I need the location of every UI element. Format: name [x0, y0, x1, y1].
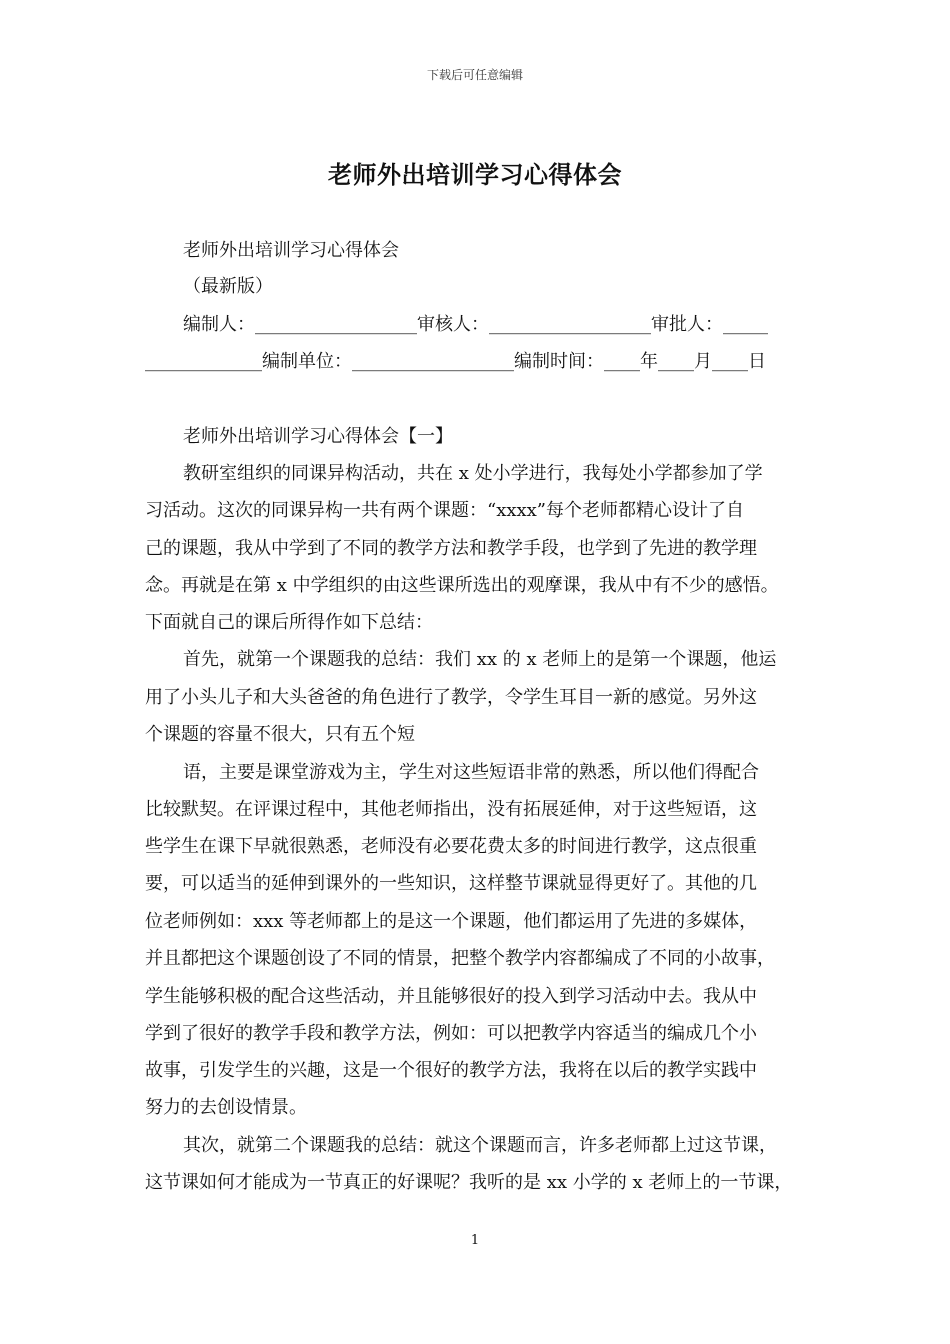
body-line: 位老师例如：xxx 等老师都上的是这一个课题，他们都运用了先进的多媒体， — [145, 911, 758, 932]
page-number: 1 — [470, 1233, 480, 1248]
body-line: 教研室组织的同课异构活动，共在 x 处小学进行，我每处小学都参加了学 — [183, 463, 763, 484]
body-line: 语，主要是课堂游戏为主，学生对这些短语非常的熟悉，所以他们得配合 — [183, 762, 759, 783]
cover-version: （最新版） — [183, 276, 273, 297]
cover-doc-name: 老师外出培训学习心得体会 — [183, 240, 399, 261]
body-line: 下面就自己的课后所得作如下总结： — [145, 612, 433, 633]
cover-sign-line-1: 编制人：__________________审核人：__________________审批人：_____ — [183, 314, 768, 335]
body-line: 用了小头儿子和大头爸爸的角色进行了教学，令学生耳目一新的感觉。另外这 — [145, 687, 757, 708]
header-note: 下载后可任意编辑 — [426, 68, 523, 82]
cover-sign-line-2: _____________编制单位：__________________编制时间：____年____月____日 — [145, 351, 766, 372]
body-line: 学生能够积极的配合这些活动，并且能够很好的投入到学习活动中去。我从中 — [145, 986, 757, 1007]
document-title: 老师外出培训学习心得体会 — [328, 160, 622, 189]
body-line: 比较默契。在评课过程中，其他老师指出，没有拓展延伸，对于这些短语，这 — [145, 799, 757, 820]
body-line: 首先，就第一个课题我的总结：我们 xx 的 x 老师上的是第一个课题，他运 — [183, 649, 777, 670]
body-line: 故事，引发学生的兴趣，这是一个很好的教学方法，我将在以后的教学实践中 — [145, 1060, 757, 1081]
body-line: 其次，就第二个课题我的总结：就这个课题而言，许多老师都上过这节课， — [183, 1135, 777, 1156]
body-line: 习活动。这次的同课异构一共有两个课题：“xxxx”每个老师都精心设计了自 — [145, 500, 745, 521]
body-line: 些学生在课下早就很熟悉，老师没有必要花费太多的时间进行教学，这点很重 — [145, 836, 757, 857]
body-line: 己的课题，我从中学到了不同的教学方法和教学手段，也学到了先进的教学理 — [145, 538, 757, 559]
body-line: 努力的去创设情景。 — [145, 1097, 307, 1118]
body-line: 要，可以适当的延伸到课外的一些知识，这样整节课就显得更好了。其他的几 — [145, 873, 757, 894]
body-line: 学到了很好的教学手段和教学方法，例如：可以把教学内容适当的编成几个小 — [145, 1023, 757, 1044]
section-heading: 老师外出培训学习心得体会【一】 — [183, 426, 453, 447]
body-line: 并且都把这个课题创设了不同的情景，把整个教学内容都编成了不同的小故事， — [145, 948, 775, 969]
body-line: 这节课如何才能成为一节真正的好课呢？我听的是 xx 小学的 x 老师上的一节课， — [145, 1172, 793, 1193]
body-line: 个课题的容量不很大，只有五个短 — [145, 724, 415, 745]
body-line: 念。再就是在第 x 中学组织的由这些课所选出的观摩课，我从中有不少的感悟。 — [145, 575, 779, 596]
